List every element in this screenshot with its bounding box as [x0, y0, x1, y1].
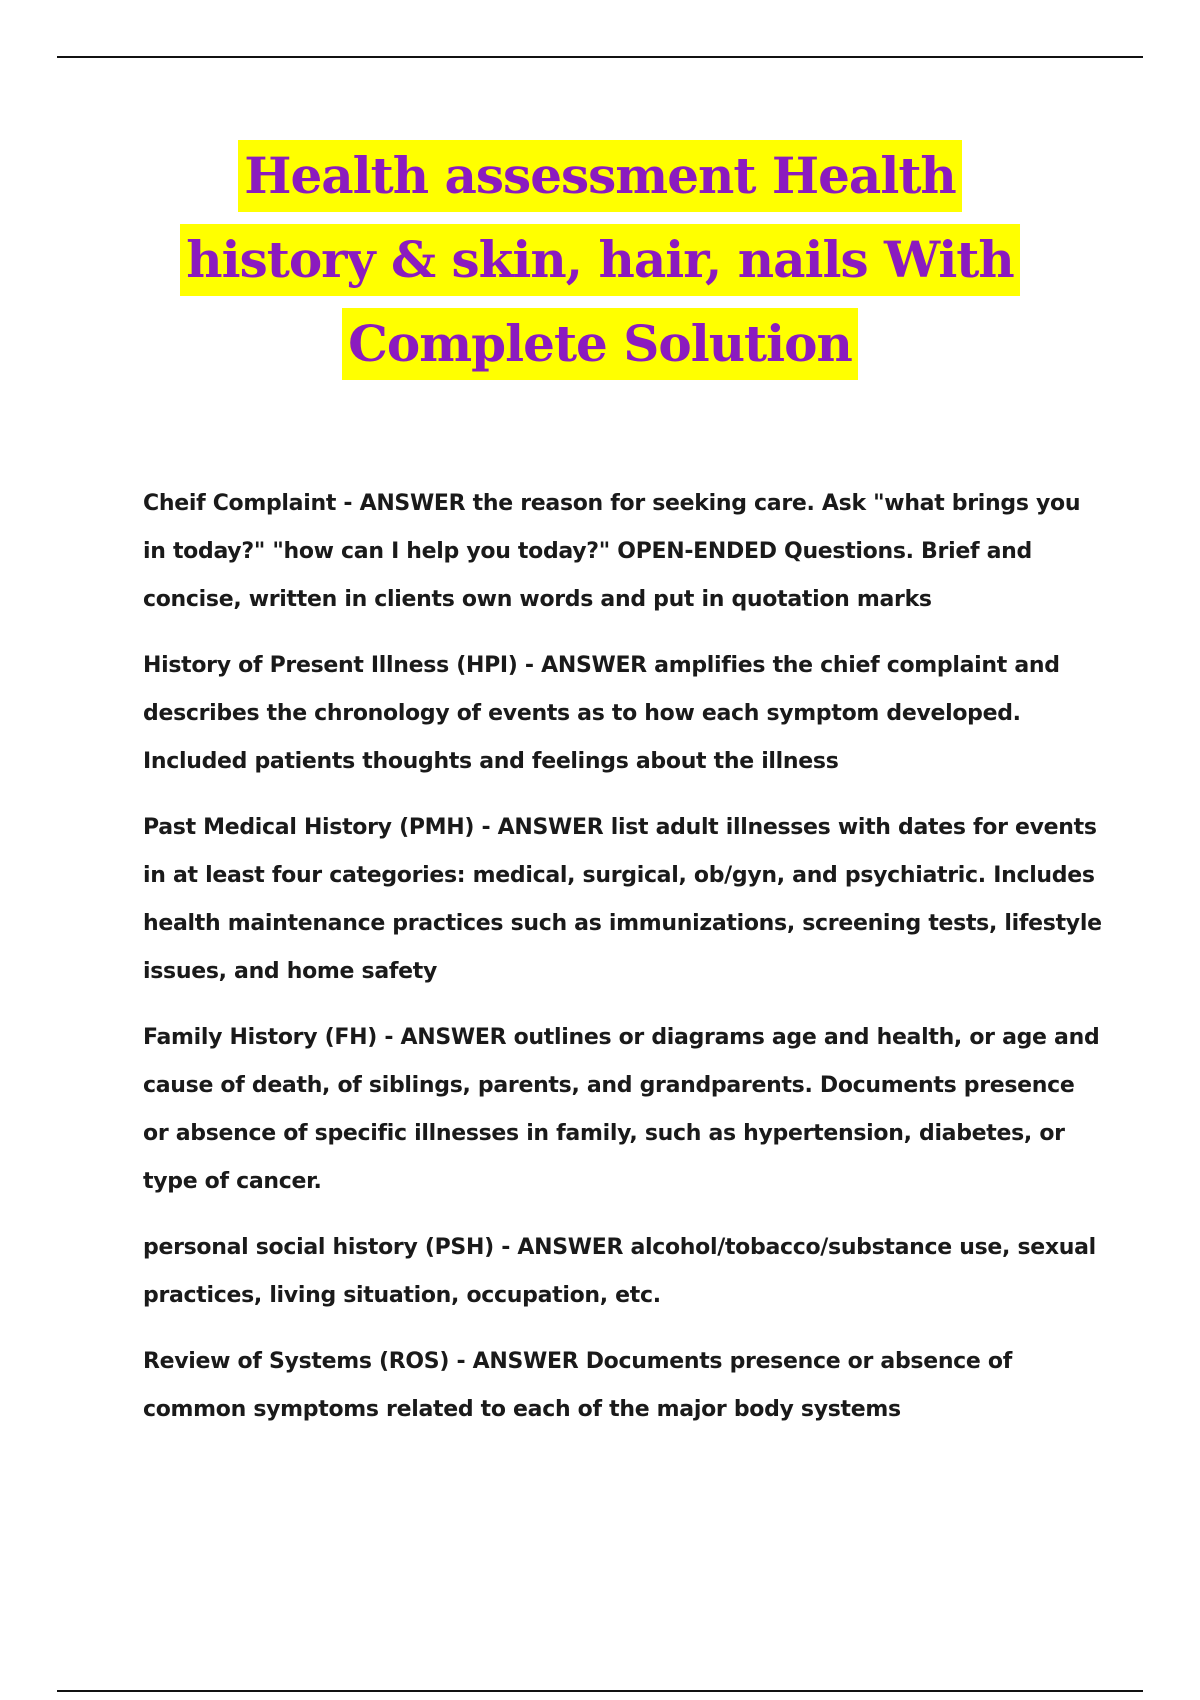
title-line-3: Complete Solution — [342, 308, 858, 380]
qa-entry-family-history: Family History (FH) - ANSWER outlines or diagrams age and health, or age and cause of death, of siblings, parents, and grandparents. Documents presence or absence of specific illnesses in family, such as hypertension, diabetes, or type of cancer. — [143, 1025, 1100, 1194]
document-title — [0, 140, 1200, 392]
qa-entry-review-of-systems: Review of Systems (ROS) - ANSWER Documents presence or absence of common symptoms related to each of the major body systems — [143, 1349, 1012, 1422]
qa-list — [143, 480, 1103, 1452]
qa-entry-chief-complaint: Cheif Complaint - ANSWER the reason for seeking care. Ask "what brings you in today?" "how can I help you today?" OPEN-ENDED Questions. Brief and concise, written in clients own words and put in quotation marks — [143, 491, 1081, 612]
top-rule — [57, 56, 1143, 58]
qa-entry-hpi: History of Present Illness (HPI) - ANSWER amplifies the chief complaint and describes the chronology of events as to how each symptom developed. Included patients thoughts and feelings about the illness — [143, 653, 1060, 774]
title-line-2: history & skin, hair, nails With — [180, 224, 1020, 296]
qa-entry-personal-social-history: personal social history (PSH) - ANSWER alcohol/tobacco/substance use, sexual practices, living situation, occupation, etc. — [143, 1235, 1096, 1308]
title-line-1: Health assessment Health — [238, 140, 962, 212]
qa-entry-pmh: Past Medical History (PMH) - ANSWER list adult illnesses with dates for events in at least four categories: medical, surgical, ob/gyn, and psychiatric. Includes health maintenance practices such as immunizations, screening tests, lifestyle issues, and home safety — [143, 815, 1102, 984]
bottom-rule — [57, 1690, 1143, 1692]
